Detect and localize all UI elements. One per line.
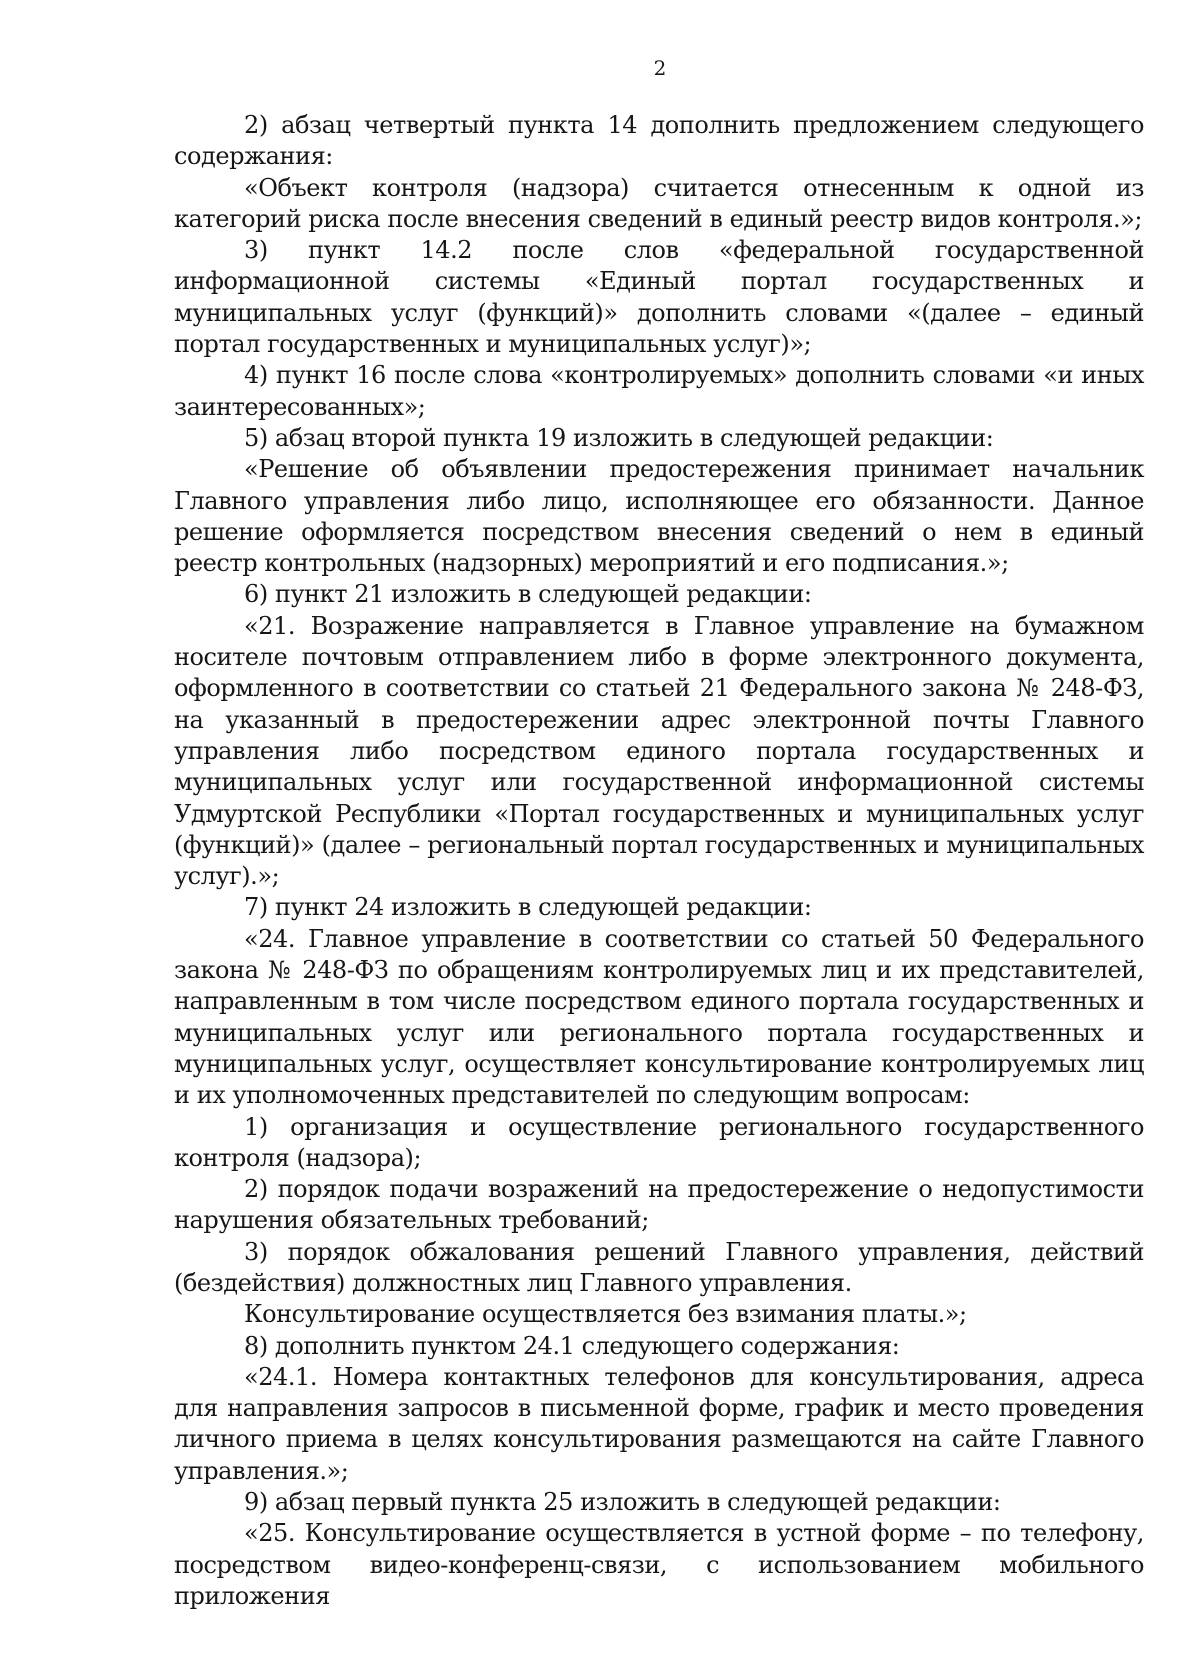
paragraph-amendment-5: 5) абзац второй пункта 19 изложить в следующей редакции: [244, 423, 994, 452]
paragraph-consult-topic-2: 2) порядок подачи возражений на предостережение о недопустимости нарушения обязательных требований; [174, 1175, 1144, 1235]
paragraph-consult-topic-1: 1) организация и осуществление регионального государственного контроля (надзора); [174, 1112, 1144, 1172]
paragraph-amendment-9: 9) абзац первый пункта 25 изложить в следующей редакции: [244, 1488, 1001, 1517]
paragraph-quote-item-21: «21. Возражение направляется в Главное управление на бумажном носителе почтовым отправлением либо в форме электронного документа, оформленного в соответствии со статьей 21 Федерального закона № 248-ФЗ, на указанный в предостережении адрес электронной почты Главного управления либо посредством единого портала государственных и муниципальных услуг или государственной информационной системы Удмуртской Республики «Портал государственных и муниципальных услуг (функций)» (далее – региональный портал государственных и муниципальных услуг).»; [174, 611, 1144, 891]
paragraph-amendment-4: 4) пункт 16 после слова «контролируемых» дополнить словами «и иных заинтересованных»; [174, 361, 1144, 421]
paragraph-consult-free: Консультирование осуществляется без взимания платы.»; [244, 1300, 967, 1329]
page-number: 2 [653, 56, 667, 80]
paragraph-consult-topic-3: 3) порядок обжалования решений Главного управления, действий (бездействия) должностных лиц Главного управления. [174, 1237, 1144, 1297]
paragraph-amendment-3: 3) пункт 14.2 после слов «федеральной государственной информационной системы «Единый портал государственных и муниципальных услуг (функций)» дополнить словами «(далее – единый портал государственных и муниципальных услуг)»; [174, 236, 1144, 359]
paragraph-amendment-8: 8) дополнить пунктом 24.1 следующего содержания: [244, 1331, 900, 1360]
paragraph-quote-item-24: «24. Главное управление в соответствии со статьей 50 Федерального закона № 248-ФЗ по обращениям контролируемых лиц и их представителей, направленным в том числе посредством единого портала государственных и муниципальных услуг или регионального портала государственных и муниципальных услуг, осуществляет консультирование контролируемых лиц и их уполномоченных представителей по следующим вопросам: [174, 924, 1144, 1110]
paragraph-quote-item-24-1: «24.1. Номера контактных телефонов для консультирования, адреса для направления запросов в письменной форме, график и место проведения личного приема в целях консультирования размещаются на сайте Главного управления.»; [174, 1362, 1144, 1485]
paragraph-quote-warning-decision: «Решение об объявлении предостережения принимает начальник Главного управления либо лицо, исполняющее его обязанности. Данное решение оформляется посредством внесения сведений о нем в единый реестр контрольных (надзорных) мероприятий и его подписания.»; [174, 455, 1144, 578]
paragraph-amendment-2: 2) абзац четвертый пункта 14 дополнить предложением следующего содержания: [174, 111, 1144, 171]
paragraph-quote-item-25: «25. Консультирование осуществляется в устной форме – по телефону, посредством видео-конференц-связи, с использованием мобильного приложения [174, 1519, 1144, 1610]
document-body [174, 110, 1144, 1612]
paragraph-quote-object-control: «Объект контроля (надзора) считается отнесенным к одной из категорий риска после внесения сведений в единый реестр видов контроля.»; [174, 173, 1144, 233]
paragraph-amendment-6: 6) пункт 21 изложить в следующей редакции: [244, 580, 812, 609]
paragraph-amendment-7: 7) пункт 24 изложить в следующей редакции: [244, 893, 812, 922]
